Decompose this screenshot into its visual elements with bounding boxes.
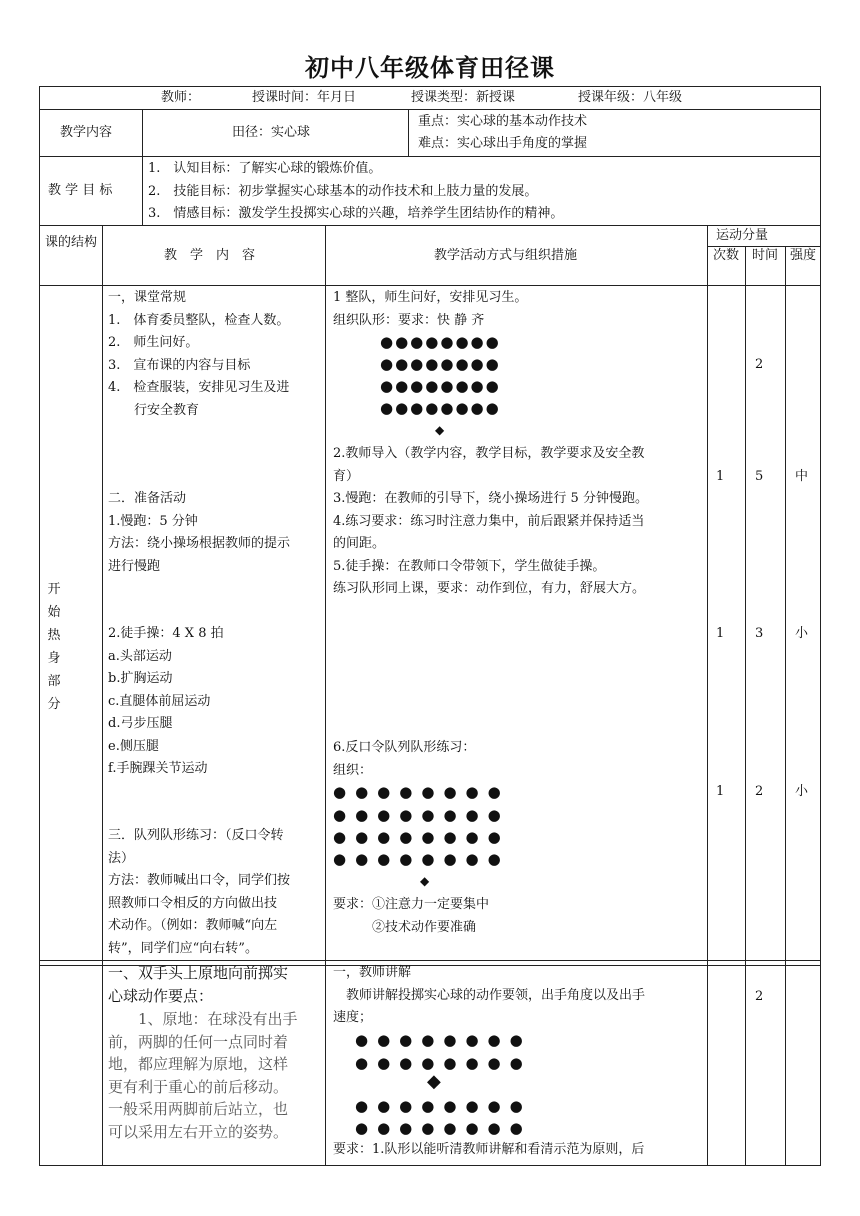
- load-duration: 5: [755, 469, 764, 484]
- formation-row: ●●●●●●●●: [380, 399, 501, 417]
- goal-item: 1. 认知目标：了解实心球的锻炼价值。: [148, 161, 382, 176]
- goals-list: [148, 158, 563, 226]
- teacher-label: 教师：: [161, 90, 201, 105]
- section2-activity: 一，教师讲解 教师讲解投掷实心球的动作要领，出手角度以及出手 速度；: [333, 965, 646, 1025]
- section1-content-d: 三．队列队形练习：（反口令转 法） 方法：教师喊出口令，同学们按 照教师口令相反的方向做出技 术动作。（例如：教师喊“向左 转”，同学们应“向右转”。: [108, 828, 291, 956]
- load-intensity: 小: [795, 784, 809, 799]
- key-point: 重点：实心球的基本动作技术: [418, 114, 588, 129]
- section1-content-a: 一，课堂常规 1. 体育委员整队，检查人数。 2. 师生问好。 3. 宣布课的内容与目标 4. 检查服装，安排见习生及进 行安全教育: [108, 290, 290, 418]
- section2-heading: 一、双手头上原地向前掷实 心球动作要点：: [108, 964, 289, 1005]
- formation-row: ●●●●●●●●: [333, 828, 510, 846]
- difficulty: 难点：实心球出手角度的掌握: [418, 136, 588, 151]
- content-label: 教学内容: [60, 125, 113, 140]
- formation-row: ●●●●●●●●: [355, 1097, 532, 1115]
- class-grade: 授课年级：八年级: [578, 90, 683, 105]
- load-times: 1: [716, 469, 725, 484]
- goal-item: 2. 技能目标：初步掌握实心球基本的动作技术和上肢力量的发展。: [148, 183, 538, 199]
- teacher-position-icon: ◆: [435, 423, 445, 437]
- header-load: 运动分量: [716, 228, 769, 243]
- formation-row: ●●●●●●●●: [355, 1031, 532, 1049]
- header-intensity: 强度: [789, 248, 816, 263]
- header-activity: 教学活动方式与组织措施: [434, 248, 578, 263]
- header-duration: 时间: [751, 248, 778, 263]
- load-duration: 3: [755, 626, 764, 641]
- section2-requirement: 要求：1.队形以能听清教师讲解和看清示范为原则，后: [333, 1142, 645, 1157]
- formation-row: ●●●●●●●●: [333, 850, 510, 868]
- teacher-position-icon: ◆: [420, 874, 430, 888]
- section1-activity-c: 6.反口令队列队形练习： 组织：: [333, 740, 476, 778]
- section1-content-c: 2.徒手操：4 X 8 拍 a.头部运动 b.扩胸运动 c.直腿体前屈运动 d.弓步压腿 e.侧压腿 f.手腕踝关节运动: [108, 626, 224, 776]
- formation-row: ●●●●●●●●: [333, 806, 510, 824]
- class-time: 授课时间：年月日: [252, 90, 357, 105]
- section1-content-b: 二．准备活动 1.慢跑：5 分钟 方法：绕小操场根据教师的提示 进行慢跑: [108, 491, 291, 574]
- formation-row: ●●●●●●●●: [380, 377, 501, 395]
- formation-row: ●●●●●●●●: [355, 1119, 532, 1137]
- formation-row: ●●●●●●●●: [333, 783, 510, 801]
- load-duration: 2: [755, 989, 764, 1004]
- page-title: 初中八年级体育田径课: [305, 54, 555, 82]
- header-structure: 课的结构: [44, 235, 97, 250]
- section2-content: 1、原地：在球没有出手 前，两脚的任何一点同时着 地，都应理解为原地，这样 更有利于重心的前后移动。 一般采用两脚前后站立，也 可以采用左右开立的姿势。: [108, 1010, 298, 1141]
- class-type: 授课类型：新授课: [411, 90, 516, 105]
- formation-row: ●●●●●●●●: [380, 355, 501, 373]
- content-value: 田径：实心球: [232, 125, 311, 140]
- load-intensity: 小: [795, 626, 809, 641]
- header-content: 教 学 内 容: [164, 248, 256, 263]
- section1-structure: 开始热身部分: [47, 582, 61, 712]
- load-times: 1: [716, 784, 725, 799]
- goals-label: 教 学 目 标: [48, 183, 113, 198]
- formation-row: ●●●●●●●●: [355, 1054, 532, 1072]
- section1-activity-b: 2.教师导入（教学内容，教学目标，教学要求及安全教 育） 3.慢跑：在教师的引导下，绕小操场进行 5 分钟慢跑。 4.练习要求：练习时注意力集中，前后跟紧并保持适当 的间距。 5.徒手操：在教师口令带领下，学生做徒手操。 练习队形同上课，要求：动作到位，有力，舒展大方。: [333, 446, 648, 596]
- load-duration: 2: [755, 357, 764, 372]
- load-intensity: 中: [795, 469, 809, 484]
- header-times: 次数: [712, 248, 739, 263]
- goal-item: 3. 情感目标：激发学生投掷实心球的兴趣，培养学生团结协作的精神。: [148, 206, 564, 221]
- section1-requirements: 要求：①注意力一定要集中 ②技术动作要准确: [333, 897, 490, 935]
- teacher-position-icon: ◆: [427, 1071, 441, 1092]
- section1-activity-a: 1 整队，师生问好，安排见习生。 组织队形：要求：快 静 齐: [333, 290, 528, 328]
- load-duration: 2: [755, 784, 764, 799]
- load-times: 1: [716, 626, 725, 641]
- formation-row: ●●●●●●●●: [380, 333, 501, 351]
